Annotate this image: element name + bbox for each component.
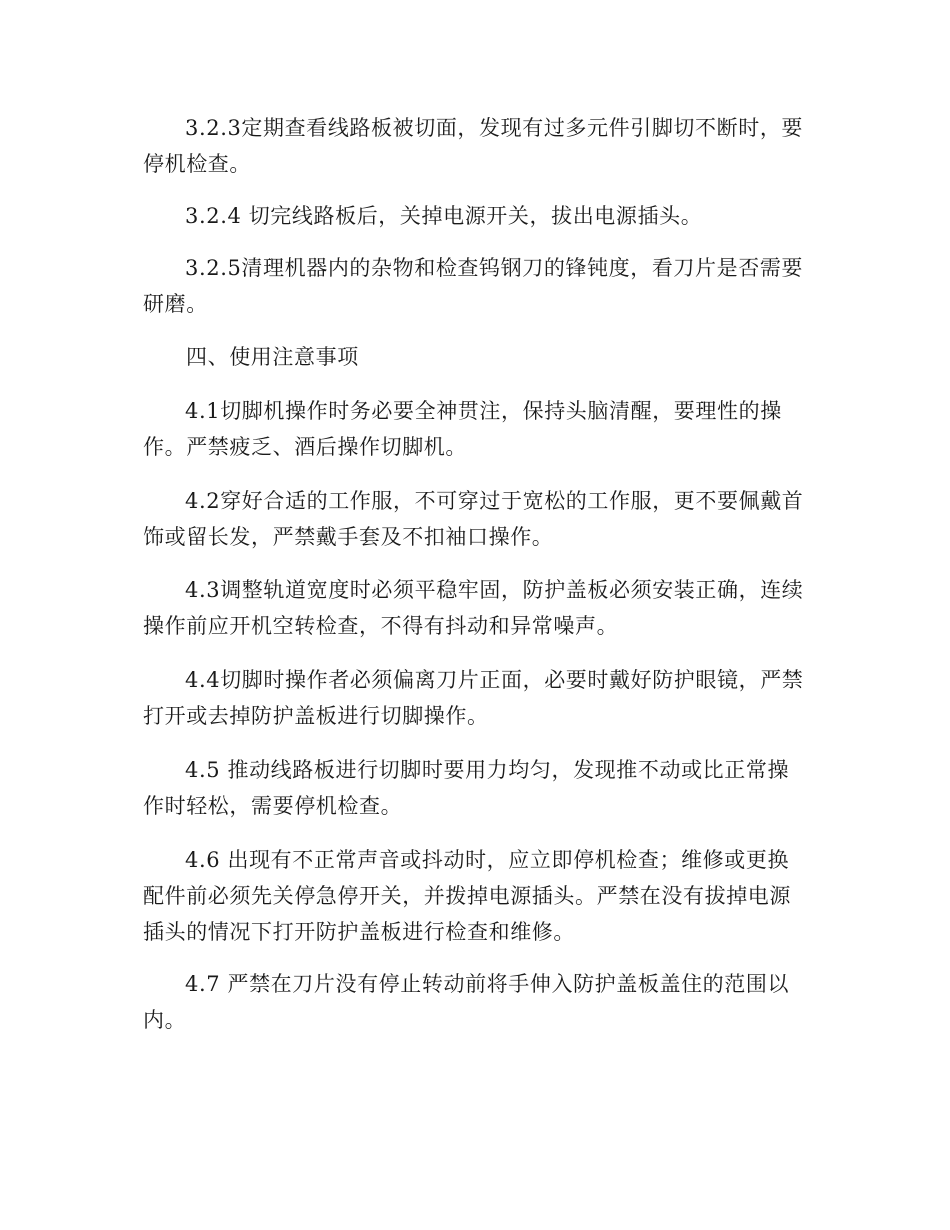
paragraph-4-7 [143,966,809,1038]
paragraph-line: 4.1切脚机操作时务必要全神贯注，保持头脑清醒，要理性的操 [185,399,782,423]
paragraph-line: 4.6 出现有不正常声音或抖动时，应立即停机检查；维修或更换 [185,848,790,872]
paragraph-line: 3.2.3定期查看线路板被切面，发现有过多元件引脚切不断时，要 [185,116,804,140]
paragraph-4-6 [143,842,809,950]
paragraph-line: 4.2穿好合适的工作服，不可穿过于宽松的工作服，更不要佩戴首 [185,489,804,513]
paragraph-3-2-5 [143,250,809,322]
paragraph-line: 3.2.5清理机器内的杂物和检查钨钢刀的锋钝度，看刀片是否需要 [185,256,804,280]
paragraph-line: 4.4切脚时操作者必须偏离刀片正面，必要时戴好防护眼镜，严禁 [185,668,804,692]
paragraph-4-5 [143,752,809,824]
paragraph-line: 4.3调整轨道宽度时必须平稳牢固，防护盖板必须安装正确，连续 [185,578,804,602]
paragraph-line: 操作前应开机空转检查，不得有抖动和异常噪声。 [143,614,619,638]
paragraph-4-3 [143,572,809,644]
paragraph-3-2-4 [143,198,809,234]
paragraph-line: 内。 [143,1008,187,1032]
paragraph-line: 3.2.4 切完线路板后，关掉电源开关，拔出电源插头。 [185,204,703,228]
paragraph-line: 作时轻松，需要停机检查。 [143,794,403,818]
paragraph-3-2-3 [143,110,809,182]
paragraph-line: 饰或留长发，严禁戴手套及不扣袖口操作。 [143,525,554,549]
paragraph-line: 配件前必须先关停急停开关，并拨掉电源插头。严禁在没有拔掉电源 [143,884,791,908]
paragraph-4-2 [143,483,809,555]
paragraph-line: 作。严禁疲乏、酒后操作切脚机。 [143,435,467,459]
paragraph-4-1 [143,393,809,465]
paragraph-line: 停机检查。 [143,152,251,176]
paragraph-line: 插头的情况下打开防护盖板进行检查和维修。 [143,920,575,944]
paragraph-line: 研磨。 [143,292,208,316]
paragraph-line: 4.7 严禁在刀片没有停止转动前将手伸入防护盖板盖住的范围以 [185,972,790,996]
paragraph-4-4 [143,662,809,734]
paragraph-line: 4.5 推动线路板进行切脚时要用力均匀，发现推不动或比正常操 [185,758,790,782]
section-heading: 四、使用注意事项 [186,345,359,369]
paragraph-line: 打开或去掉防护盖板进行切脚操作。 [143,704,489,728]
